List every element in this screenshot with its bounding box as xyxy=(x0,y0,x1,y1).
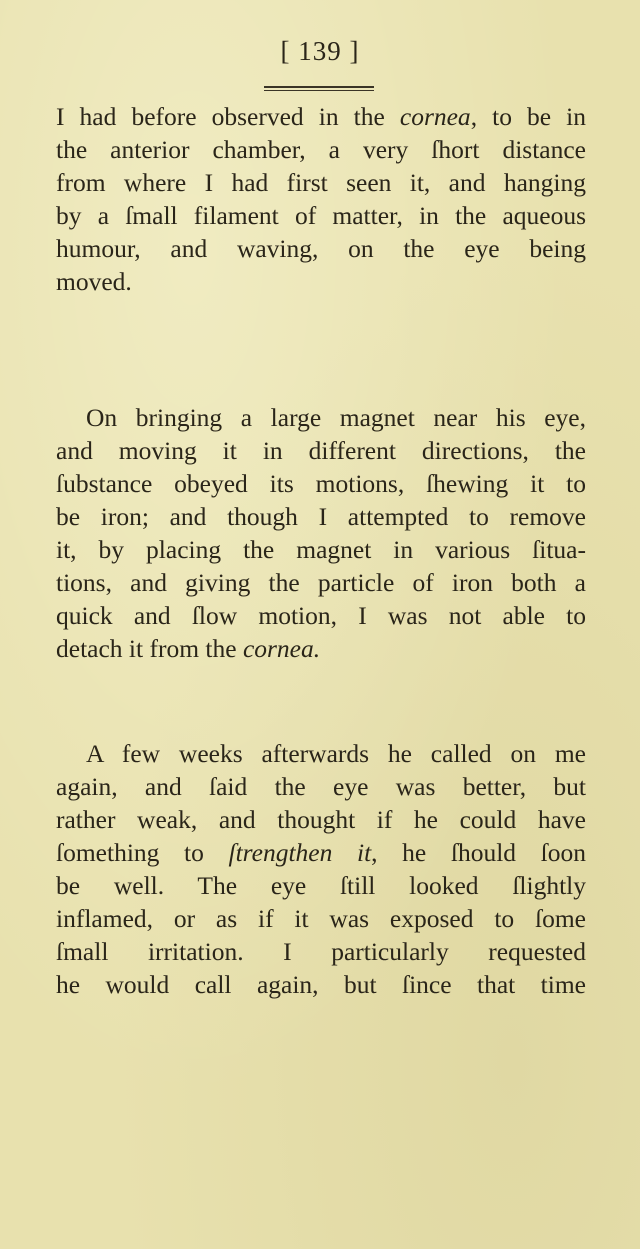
italic-term-strengthen: ſtrengthen it xyxy=(228,838,372,867)
page-number: [ 139 ] xyxy=(280,36,360,66)
italic-term-cornea: cornea xyxy=(399,102,471,131)
text-segment: I had before observed in the xyxy=(56,102,400,131)
paragraph-3 xyxy=(56,737,586,1001)
text-line: inflamed, or as if it was exposed to ſome xyxy=(56,904,586,933)
header-rule xyxy=(264,86,374,91)
text-line xyxy=(56,836,586,869)
text-line: from where I had first seen it, and hanging xyxy=(56,168,586,197)
text-line: rather weak, and thought if he could have xyxy=(56,805,586,834)
text-line: and moving it in different directions, the xyxy=(56,436,586,465)
text-line: again, and ſaid the eye was better, but xyxy=(56,772,586,801)
text-line: the anterior chamber, a very ſhort distance xyxy=(56,135,586,164)
italic-term-cornea: cornea. xyxy=(242,634,321,663)
text-line: be well. The eye ſtill looked ſlightly xyxy=(56,871,586,900)
text-line: it, by placing the magnet in various ſitua- xyxy=(56,535,586,564)
text-line: be iron; and though I attempted to remove xyxy=(56,502,586,531)
text-line: quick and ſlow motion, I was not able to xyxy=(56,601,586,630)
text-line: tions, and giving the particle of iron both a xyxy=(56,568,586,597)
text-line: moved. xyxy=(56,267,132,296)
text-segment: ſomething to xyxy=(56,838,229,867)
text-line: ſmall irritation. I particularly requested xyxy=(56,937,586,966)
text-line: by a ſmall filament of matter, in the aqueous xyxy=(56,201,586,230)
paragraph-1 xyxy=(56,100,586,298)
text-line: ſubstance obeyed its motions, ſhewing it to xyxy=(56,469,586,498)
text-segment: , to be in xyxy=(470,102,586,131)
text-line xyxy=(56,100,586,133)
text-line: humour, and waving, on the eye being xyxy=(56,234,586,263)
text-segment: detach it from the xyxy=(56,634,243,663)
paragraph-2 xyxy=(56,401,586,665)
text-segment: , he ſhould ſoon xyxy=(371,838,586,867)
text-line xyxy=(56,632,586,665)
text-line: he would call again, but ſince that time xyxy=(56,970,586,999)
text-line: On bringing a large magnet near his eye, xyxy=(86,403,586,432)
text-line: A few weeks afterwards he called on me xyxy=(86,739,586,768)
